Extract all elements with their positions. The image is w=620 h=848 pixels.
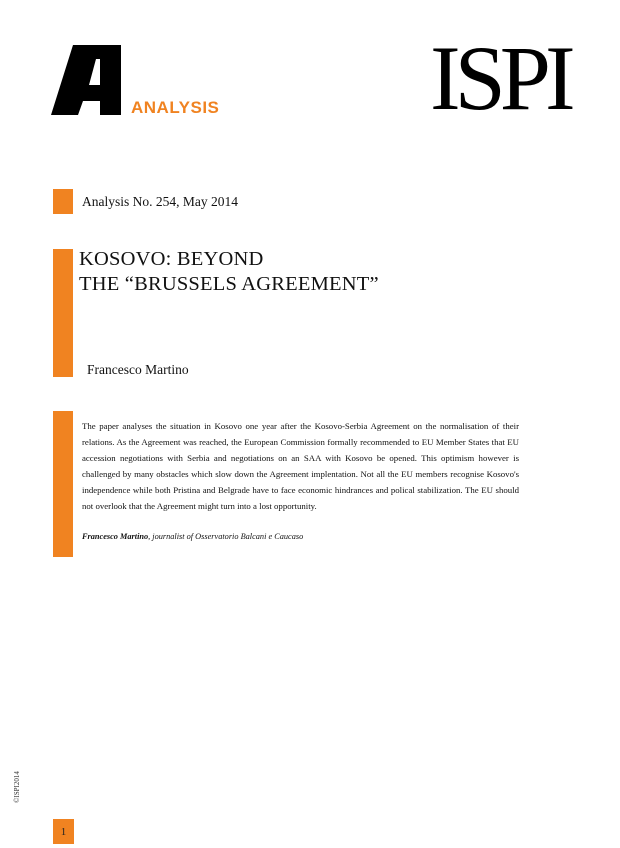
- author-byline: [82, 532, 303, 542]
- title-line-2: THE “BRUSSELS AGREEMENT”: [79, 273, 379, 295]
- copyright-text: ©ISPI2014: [13, 771, 21, 803]
- byline-role: , journalist of Osservatorio Balcani e Caucaso: [148, 532, 304, 541]
- issue-number: Analysis No. 254, May 2014: [82, 194, 238, 209]
- issue-accent-bar: [53, 189, 73, 214]
- title-accent-bar: [53, 249, 73, 377]
- copyright-notice: [2, 765, 32, 809]
- analysis-a-logo: [51, 45, 121, 115]
- analysis-label: ANALYSIS: [131, 98, 220, 117]
- abstract-accent-bar: [53, 411, 73, 557]
- author-name: Francesco Martino: [87, 362, 189, 377]
- ispi-logo: ISPI: [430, 27, 570, 129]
- page-title: [79, 247, 379, 297]
- byline-name: Francesco Martino: [82, 532, 149, 541]
- abstract-text: The paper analyses the situation in Kosovo one year after the Kosovo-Serbia Agreement on the normalisation of their relations. As the Agreement was reached, the European Commission formally recommended to EU Member States that EU accession negotiations with Serbia and negotiations on an SAA with Kosovo be opened. This optimism however is challenged by many obstacles which slow down the Agreement implentation. Not all the EU members recognise Kosovo's independence while both Pristina and Belgrade have to face economic hindrances and polical stabilization. The EU should not overlook that the Agreement might turn into a lost opportunity.: [82, 421, 519, 511]
- page-number: 1: [60, 826, 67, 838]
- title-line-1: KOSOVO: BEYOND: [79, 248, 264, 270]
